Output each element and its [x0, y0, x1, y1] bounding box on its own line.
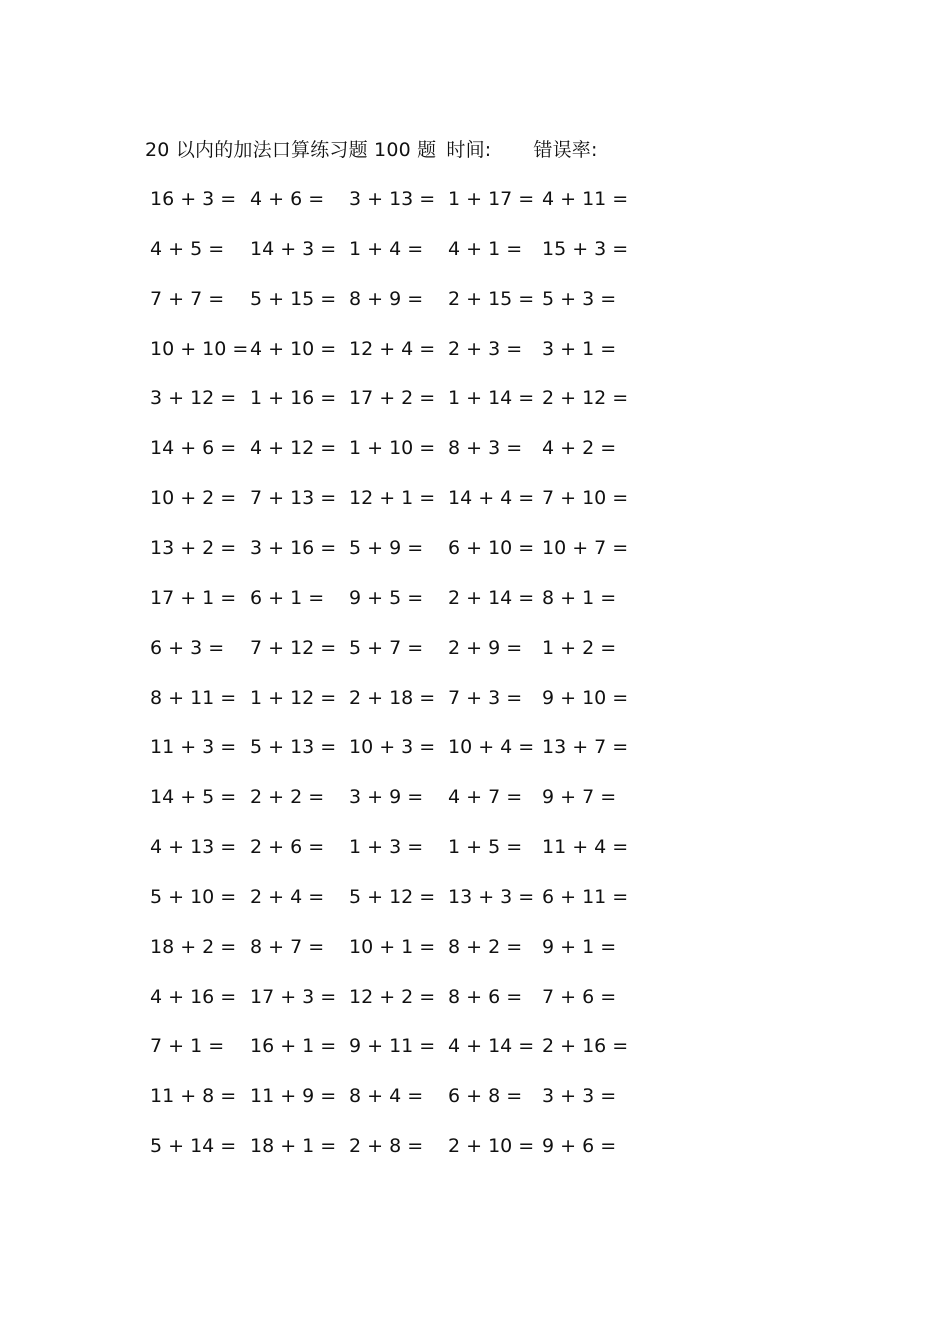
- addition-problem: 5 + 12 =: [349, 885, 436, 908]
- addition-problem: 12 + 4 =: [349, 337, 436, 360]
- addition-problem: 2 + 10 =: [448, 1135, 535, 1158]
- addition-problem: 8 + 1 =: [542, 586, 617, 609]
- addition-problem: 5 + 9 =: [349, 536, 424, 559]
- addition-problem: 1 + 12 =: [250, 686, 337, 709]
- addition-problem: 2 + 3 =: [448, 337, 523, 360]
- addition-problem: 6 + 11 =: [542, 885, 629, 908]
- addition-problem: 2 + 15 =: [448, 287, 535, 310]
- addition-problem: 9 + 10 =: [542, 686, 629, 709]
- worksheet-title: 20 以内的加法口算练习题 100 题: [145, 139, 437, 161]
- addition-problem: 4 + 16 =: [150, 985, 237, 1008]
- addition-problem: 3 + 13 =: [349, 188, 436, 210]
- addition-problem: 15 + 3 =: [542, 237, 629, 260]
- addition-problem: 13 + 7 =: [542, 736, 629, 759]
- addition-problem: 5 + 10 =: [150, 885, 237, 908]
- addition-problem: 10 + 4 =: [448, 736, 535, 759]
- addition-problem: 11 + 4 =: [542, 836, 629, 859]
- addition-problem: 8 + 9 =: [349, 287, 424, 310]
- addition-problem: 5 + 14 =: [150, 1135, 237, 1158]
- addition-problem: 13 + 2 =: [150, 536, 237, 559]
- addition-problem: 14 + 6 =: [150, 437, 237, 460]
- addition-problem: 5 + 15 =: [250, 287, 337, 310]
- addition-problem: 9 + 5 =: [349, 586, 424, 609]
- addition-problem: 16 + 3 =: [150, 188, 237, 210]
- addition-problem: 7 + 7 =: [150, 287, 225, 310]
- addition-problem: 4 + 12 =: [250, 437, 337, 460]
- addition-problem: 2 + 4 =: [250, 885, 325, 908]
- error-rate-label: 错误率:: [533, 139, 598, 161]
- addition-problem: 12 + 2 =: [349, 985, 436, 1008]
- addition-problem: 4 + 11 =: [542, 188, 629, 210]
- addition-problem: 6 + 3 =: [150, 636, 225, 659]
- addition-problem: 14 + 4 =: [448, 487, 535, 510]
- addition-problem: 2 + 9 =: [448, 636, 523, 659]
- addition-problem: 9 + 6 =: [542, 1135, 617, 1158]
- addition-problem: 2 + 6 =: [250, 836, 325, 859]
- addition-problem: 17 + 1 =: [150, 586, 237, 609]
- addition-problem: 10 + 10 =: [150, 337, 249, 360]
- addition-problem: 4 + 6 =: [250, 188, 325, 210]
- addition-problem: 4 + 14 =: [448, 1035, 535, 1058]
- addition-problem: 10 + 2 =: [150, 487, 237, 510]
- addition-problem: 6 + 10 =: [448, 536, 535, 559]
- addition-problem: 8 + 4 =: [349, 1085, 424, 1108]
- addition-problem: 1 + 14 =: [448, 387, 535, 410]
- addition-problem: 18 + 1 =: [250, 1135, 337, 1158]
- addition-problem: 9 + 1 =: [542, 935, 617, 958]
- addition-problem: 11 + 3 =: [150, 736, 237, 759]
- addition-problem: 4 + 2 =: [542, 437, 617, 460]
- addition-problem: 1 + 17 =: [448, 188, 535, 210]
- addition-problem: 7 + 1 =: [150, 1035, 225, 1058]
- addition-problem: 5 + 3 =: [542, 287, 617, 310]
- addition-problem: 5 + 7 =: [349, 636, 424, 659]
- addition-problem: 2 + 8 =: [349, 1135, 424, 1158]
- addition-problem: 1 + 10 =: [349, 437, 436, 460]
- addition-problem: 6 + 8 =: [448, 1085, 523, 1108]
- addition-problem: 1 + 3 =: [349, 836, 424, 859]
- addition-problem: 9 + 11 =: [349, 1035, 436, 1058]
- addition-problem: 8 + 6 =: [448, 985, 523, 1008]
- addition-problem: 7 + 13 =: [250, 487, 337, 510]
- time-label: 时间:: [446, 139, 492, 161]
- addition-problem: 4 + 13 =: [150, 836, 237, 859]
- addition-problem: 8 + 7 =: [250, 935, 325, 958]
- addition-problem: 13 + 3 =: [448, 885, 535, 908]
- addition-problem: 10 + 3 =: [349, 736, 436, 759]
- addition-problem: 14 + 5 =: [150, 786, 237, 809]
- addition-problem: 3 + 3 =: [542, 1085, 617, 1108]
- addition-problem: 2 + 16 =: [542, 1035, 629, 1058]
- addition-problem: 2 + 14 =: [448, 586, 535, 609]
- addition-problem: 4 + 10 =: [250, 337, 337, 360]
- addition-problem: 2 + 12 =: [542, 387, 629, 410]
- addition-problem: 8 + 3 =: [448, 437, 523, 460]
- addition-problem: 16 + 1 =: [250, 1035, 337, 1058]
- addition-problem: 4 + 1 =: [448, 237, 523, 260]
- addition-problem: 17 + 3 =: [250, 985, 337, 1008]
- addition-problem: 7 + 12 =: [250, 636, 337, 659]
- addition-problem: 6 + 1 =: [250, 586, 325, 609]
- addition-problem: 7 + 6 =: [542, 985, 617, 1008]
- addition-problem: 7 + 3 =: [448, 686, 523, 709]
- addition-problem: 2 + 18 =: [349, 686, 436, 709]
- addition-problem: 2 + 2 =: [250, 786, 325, 809]
- addition-problem: 3 + 16 =: [250, 536, 337, 559]
- addition-problem: 5 + 13 =: [250, 736, 337, 759]
- addition-problem: 10 + 7 =: [542, 536, 629, 559]
- addition-problem: 7 + 10 =: [542, 487, 629, 510]
- addition-problem: 4 + 5 =: [150, 237, 225, 260]
- addition-problem: 11 + 9 =: [250, 1085, 337, 1108]
- addition-problem: 11 + 8 =: [150, 1085, 237, 1108]
- addition-problem: 4 + 7 =: [448, 786, 523, 809]
- addition-problem: 17 + 2 =: [349, 387, 436, 410]
- addition-problem: 10 + 1 =: [349, 935, 436, 958]
- addition-problem: 14 + 3 =: [250, 237, 337, 260]
- addition-problem: 3 + 1 =: [542, 337, 617, 360]
- addition-problem: 9 + 7 =: [542, 786, 617, 809]
- addition-problem: 1 + 5 =: [448, 836, 523, 859]
- addition-problem: 8 + 2 =: [448, 935, 523, 958]
- addition-problem: 3 + 12 =: [150, 387, 237, 410]
- addition-problem: 8 + 11 =: [150, 686, 237, 709]
- addition-problem: 1 + 4 =: [349, 237, 424, 260]
- addition-problem: 3 + 9 =: [349, 786, 424, 809]
- addition-problem: 18 + 2 =: [150, 935, 237, 958]
- addition-problem: 1 + 16 =: [250, 387, 337, 410]
- addition-problem: 12 + 1 =: [349, 487, 436, 510]
- addition-problem: 1 + 2 =: [542, 636, 617, 659]
